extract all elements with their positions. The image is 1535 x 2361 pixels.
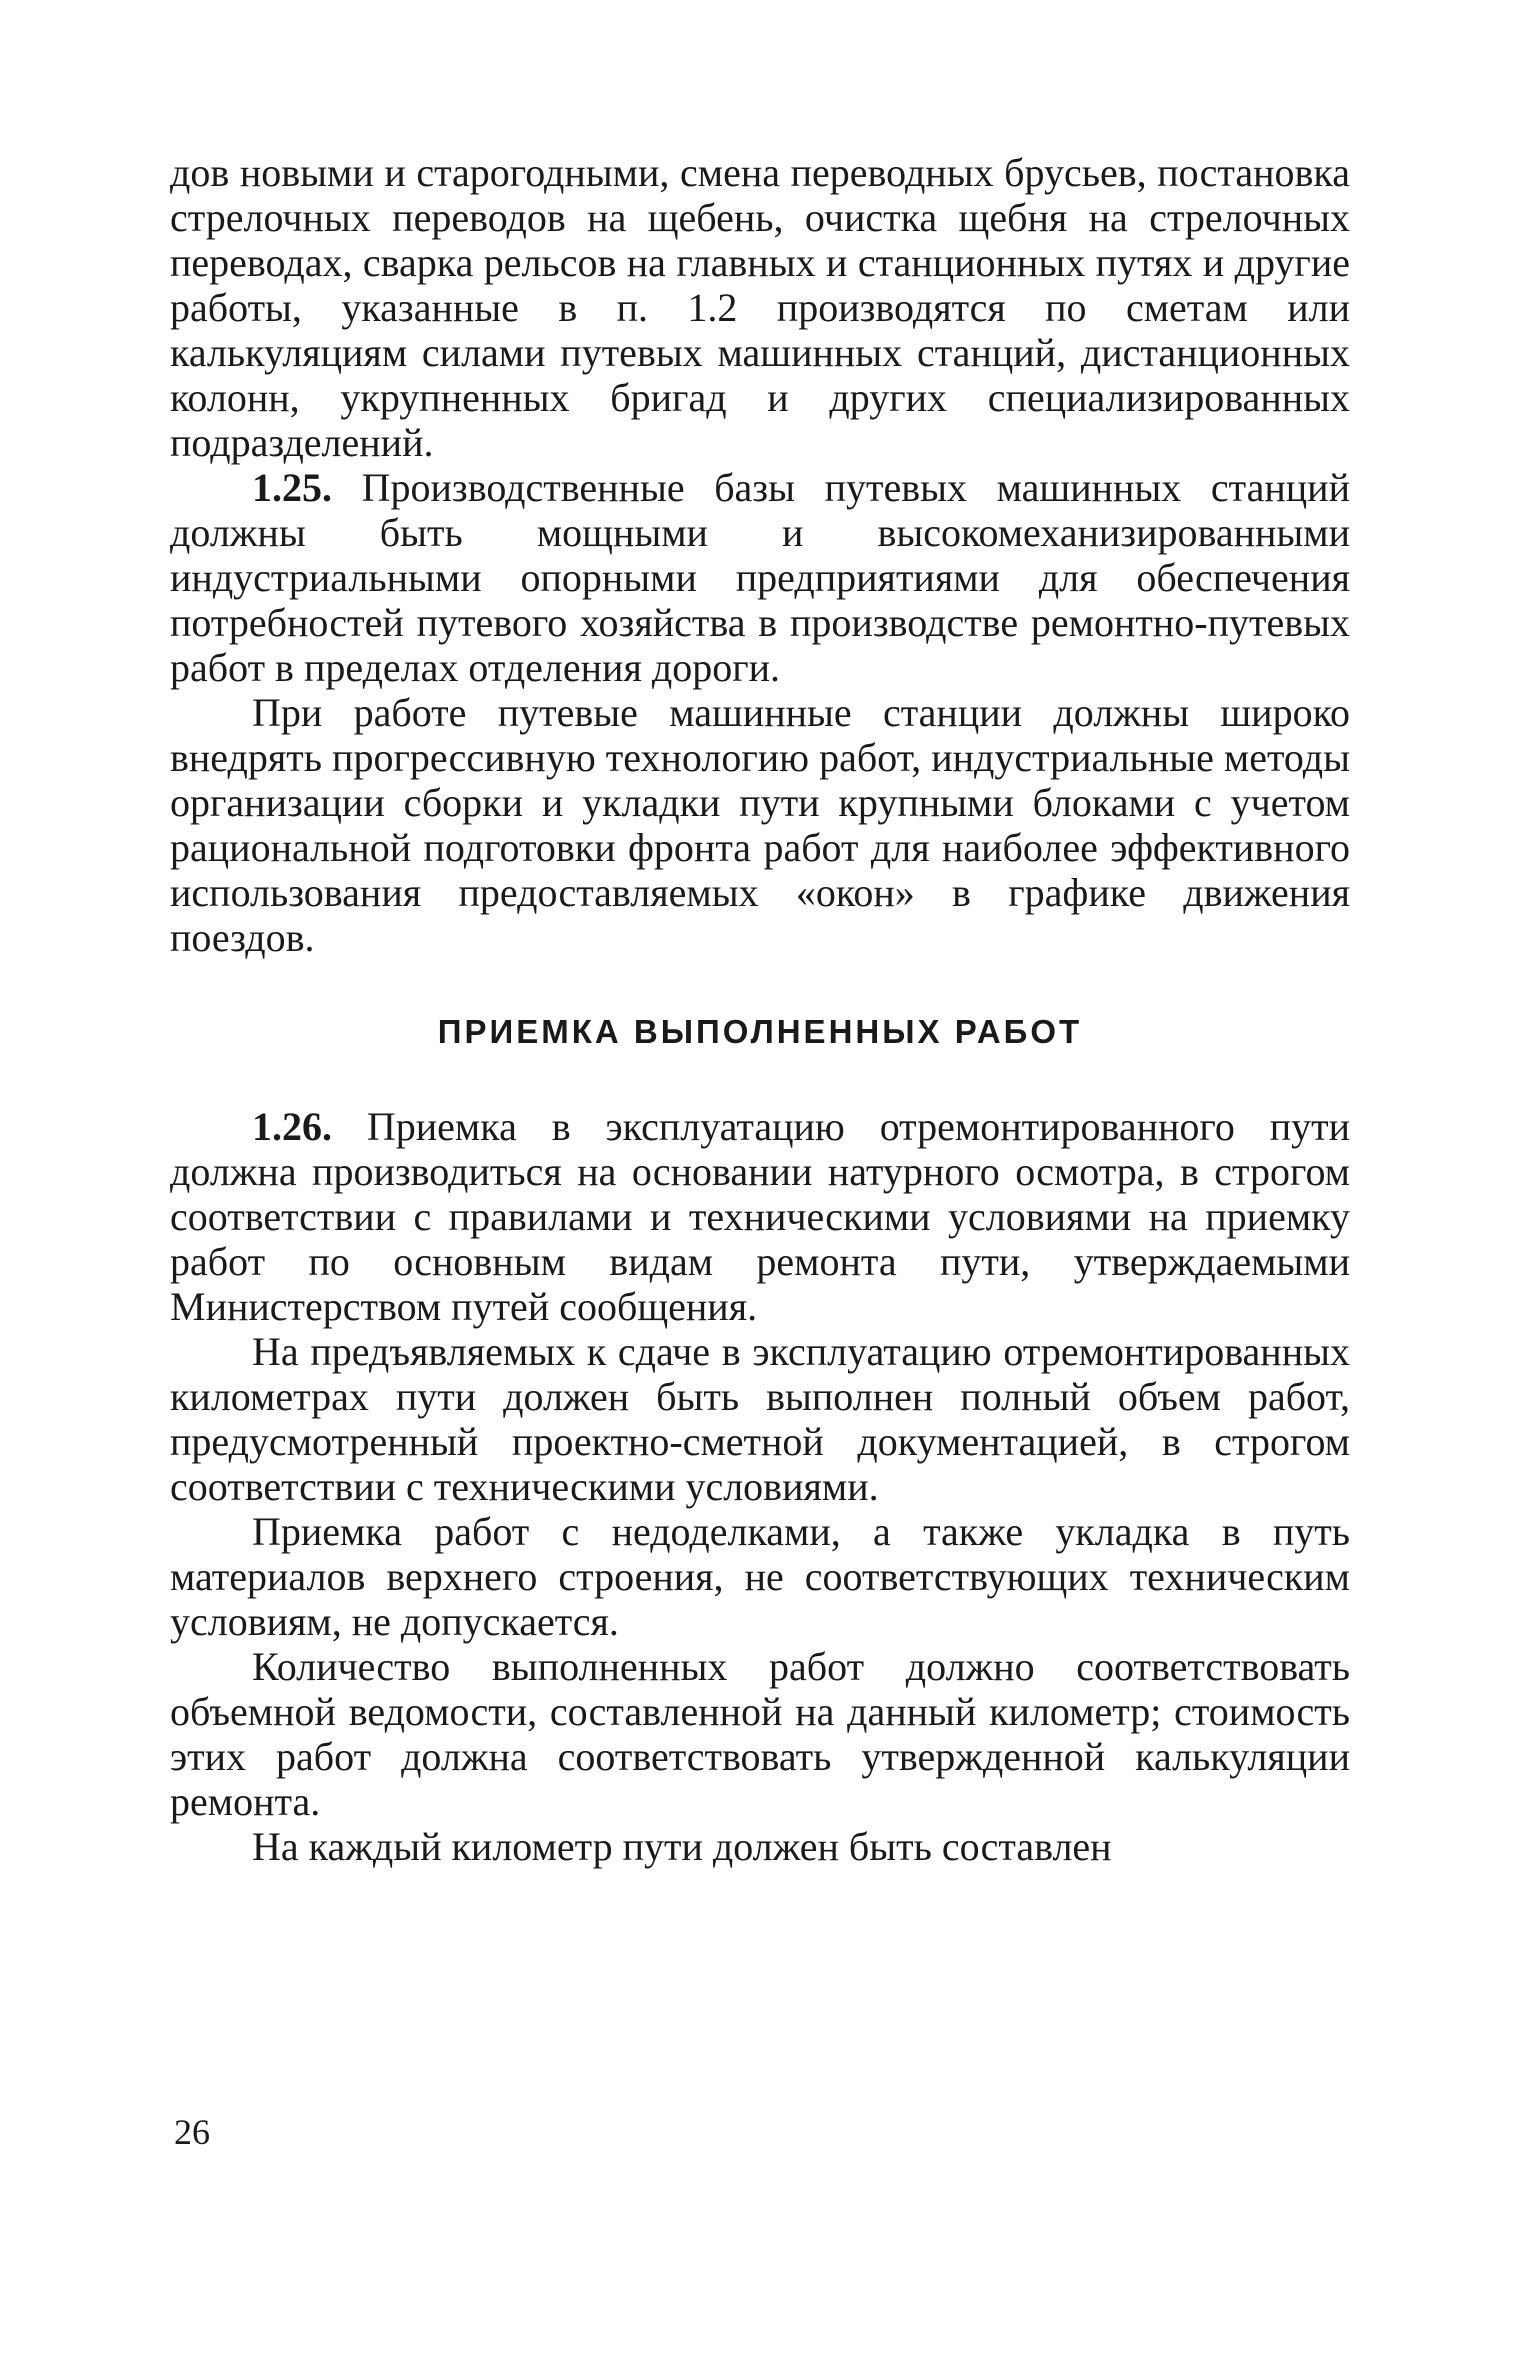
paragraph-each-kilometer <box>170 1824 1350 1869</box>
paragraph-text: дов новыми и старогодными, смена переводных брусьев, постановка стрелочных переводов на щебень, очистка щебня на стрелочных переводах, сварка рельсов на главных и станционных путях и другие работы, указанные в п. 1.2 производятся по сметам или калькуляциям силами путевых машинных станций, дистанционных колонн, укрупненных бригад и других специализированных подразделений. <box>170 150 1350 465</box>
paragraph-text: На каждый километр пути должен быть составлен <box>252 1824 1112 1869</box>
paragraph-acceptance-volume <box>170 1329 1350 1509</box>
clause-number: 1.26. <box>252 1104 332 1149</box>
clause-number: 1.25. <box>252 465 332 510</box>
paragraph-text: Производственные базы путевых машинных станций должны быть мощными и высокомеханизированными индустриальными опорными предприятиями для обеспечения потребностей путевого хозяйства в производстве ремонтно-путевых работ в пределах отделения дороги. <box>170 465 1350 690</box>
paragraph-1-26 <box>170 1104 1350 1329</box>
page-number: 26 <box>174 2112 210 2152</box>
section-heading: ПРИЕМКА ВЫПОЛНЕННЫХ РАБОТ <box>437 1013 1083 1050</box>
paragraph-text: На предъявляемых к сдаче в эксплуатацию отремонтированных километрах пути должен быть выполнен полный объем работ, предусмотренный проектно-сметной документацией, в строгом соответствии с техническими условиями. <box>170 1329 1350 1509</box>
paragraph-quantity <box>170 1644 1350 1824</box>
paragraph-text: При работе путевые машинные станции должны широко внедрять прогрессивную технологию работ, индустриальные методы организации сборки и укладки пути крупными блоками с учетом рациональной подготовки фронта работ для наиболее эффективного использования предоставляемых «окон» в графике движения поездов. <box>170 690 1350 960</box>
paragraph-defects <box>170 1509 1350 1644</box>
paragraph-text: Приемка работ с недоделками, а также укладка в путь материалов верхнего строения, не соответствующих техническим условиям, не допускается. <box>170 1509 1350 1644</box>
page-body <box>170 150 1350 1869</box>
paragraph-text: Количество выполненных работ должно соответствовать объемной ведомости, составленной на данный километр; стоимость этих работ должна соответствовать утвержденной калькуляции ремонта. <box>170 1644 1350 1824</box>
paragraph-continuation <box>170 150 1350 465</box>
paragraph-text: Приемка в эксплуатацию отремонтированного пути должна производиться на основании натурного осмотра, в строгом соответствии с правилами и техническими условиями на приемку работ по основным видам ремонта пути, утверждаемыми Министерством путей сообщения. <box>170 1104 1350 1329</box>
paragraph-machine-stations <box>170 690 1350 960</box>
paragraph-1-25 <box>170 465 1350 690</box>
